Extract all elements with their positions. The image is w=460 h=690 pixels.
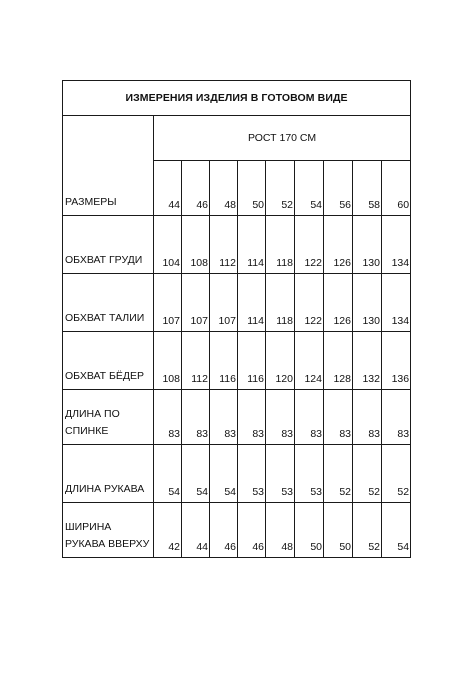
row-label-chest: ОБХВАТ ГРУДИ — [63, 216, 154, 274]
cell-sleeve-width-6: 50 — [324, 503, 353, 558]
cell-back-length-2: 83 — [210, 390, 238, 445]
cell-sleeve-width-7: 52 — [353, 503, 382, 558]
table-row-sleeve-length — [63, 445, 411, 503]
cell-sleeve-length-4: 53 — [266, 445, 295, 503]
cell-hips-0: 108 — [154, 332, 182, 390]
table-row-hips — [63, 332, 411, 390]
cell-sleeve-length-1: 54 — [182, 445, 210, 503]
cell-chest-0: 104 — [154, 216, 182, 274]
cell-back-length-1: 83 — [182, 390, 210, 445]
cell-back-length-3: 83 — [238, 390, 266, 445]
cell-sizes-8: 60 — [382, 161, 411, 216]
cell-back-length-0: 83 — [154, 390, 182, 445]
cell-sleeve-width-0: 42 — [154, 503, 182, 558]
cell-sizes-2: 48 — [210, 161, 238, 216]
cell-back-length-6: 83 — [324, 390, 353, 445]
cell-hips-6: 128 — [324, 332, 353, 390]
cell-waist-4: 118 — [266, 274, 295, 332]
cell-sizes-0: 44 — [154, 161, 182, 216]
cell-back-length-8: 83 — [382, 390, 411, 445]
cell-chest-4: 118 — [266, 216, 295, 274]
cell-sizes-3: 50 — [238, 161, 266, 216]
row-label-hips: ОБХВАТ БЁДЕР — [63, 332, 154, 390]
row-label-back-length: ДЛИНА ПО СПИНКЕ — [63, 390, 154, 445]
cell-sleeve-length-2: 54 — [210, 445, 238, 503]
cell-hips-8: 136 — [382, 332, 411, 390]
cell-hips-1: 112 — [182, 332, 210, 390]
cell-waist-2: 107 — [210, 274, 238, 332]
cell-back-length-4: 83 — [266, 390, 295, 445]
cell-sizes-1: 46 — [182, 161, 210, 216]
cell-sleeve-width-3: 46 — [238, 503, 266, 558]
cell-chest-6: 126 — [324, 216, 353, 274]
cell-waist-6: 126 — [324, 274, 353, 332]
table-title: ИЗМЕРЕНИЯ ИЗДЕЛИЯ В ГОТОВОМ ВИДЕ — [63, 81, 411, 116]
cell-sleeve-width-1: 44 — [182, 503, 210, 558]
cell-hips-4: 120 — [266, 332, 295, 390]
cell-sleeve-width-8: 54 — [382, 503, 411, 558]
cell-waist-5: 122 — [295, 274, 324, 332]
cell-waist-0: 107 — [154, 274, 182, 332]
cell-hips-2: 116 — [210, 332, 238, 390]
table-row-back-length — [63, 390, 411, 445]
size-table — [62, 80, 411, 558]
cell-sleeve-length-6: 52 — [324, 445, 353, 503]
cell-hips-3: 116 — [238, 332, 266, 390]
cell-sizes-5: 54 — [295, 161, 324, 216]
cell-chest-8: 134 — [382, 216, 411, 274]
cell-chest-2: 112 — [210, 216, 238, 274]
cell-sizes-7: 58 — [353, 161, 382, 216]
cell-waist-8: 134 — [382, 274, 411, 332]
table-row-chest — [63, 216, 411, 274]
cell-waist-3: 114 — [238, 274, 266, 332]
cell-sizes-4: 52 — [266, 161, 295, 216]
cell-back-length-5: 83 — [295, 390, 324, 445]
cell-waist-1: 107 — [182, 274, 210, 332]
cell-sleeve-length-3: 53 — [238, 445, 266, 503]
row-label-sleeve-length: ДЛИНА РУКАВА — [63, 445, 154, 503]
cell-sleeve-length-0: 54 — [154, 445, 182, 503]
cell-back-length-7: 83 — [353, 390, 382, 445]
row-label-waist: ОБХВАТ ТАЛИИ — [63, 274, 154, 332]
cell-hips-7: 132 — [353, 332, 382, 390]
cell-waist-7: 130 — [353, 274, 382, 332]
cell-sizes-6: 56 — [324, 161, 353, 216]
cell-sleeve-width-5: 50 — [295, 503, 324, 558]
cell-sleeve-width-2: 46 — [210, 503, 238, 558]
cell-chest-7: 130 — [353, 216, 382, 274]
cell-sleeve-width-4: 48 — [266, 503, 295, 558]
table-row-waist — [63, 274, 411, 332]
cell-sleeve-length-5: 53 — [295, 445, 324, 503]
cell-sleeve-length-8: 52 — [382, 445, 411, 503]
cell-hips-5: 124 — [295, 332, 324, 390]
cell-chest-1: 108 — [182, 216, 210, 274]
size-chart — [62, 80, 410, 553]
cell-chest-5: 122 — [295, 216, 324, 274]
table-row-sleeve-width — [63, 503, 411, 558]
height-label: РОСТ 170 СМ — [154, 116, 411, 161]
cell-sleeve-length-7: 52 — [353, 445, 382, 503]
row-label-sleeve-width: ШИРИНА РУКАВА ВВЕРХУ — [63, 503, 154, 558]
cell-chest-3: 114 — [238, 216, 266, 274]
header-blank-cell: РАЗМЕРЫ — [63, 116, 154, 216]
